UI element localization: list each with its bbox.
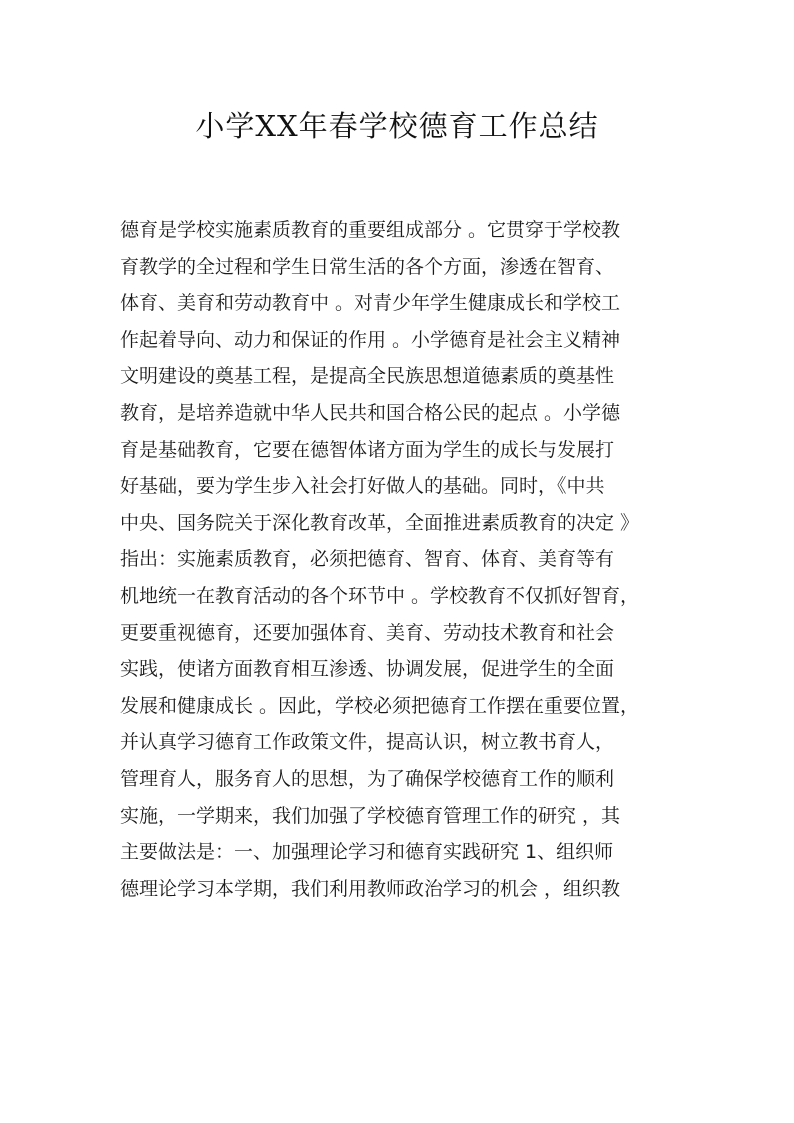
document-title: 小学XX年春学校德育工作总结	[195, 109, 599, 143]
body-line: 好基础，要为学生步入社会打好做人的基础。同时，《中共	[120, 475, 605, 498]
body-line: 德理论学习本学期，我们利用教师政治学习的机会 ，组织教	[120, 877, 621, 900]
body-line: 德育是学校实施素质教育的重要组成部分 。它贯穿于学校教	[120, 219, 621, 241]
body-line: 育教学的全过程和学生日常生活的各个方面，渗透在智育、	[120, 255, 615, 278]
body-line: 作起着导向、动力和保证的作用 。小学德育是社会主义精神	[120, 328, 621, 351]
document-body	[120, 212, 690, 907]
body-line: 教育，是培养造就中华人民共和国合格公民的起点 。小学德	[120, 401, 621, 424]
body-line: 主要做法是：一、加强理论学习和德育实践研究 1、组织师	[120, 841, 614, 864]
body-line: 发展和健康成长 。因此，学校必须把德育工作摆在重要位置，	[120, 694, 640, 717]
body-line: 更要重视德育，还要加强体育、美育、劳动技术教育和社会	[120, 621, 615, 644]
body-line: 机地统一在教育活动的各个环节中 。学校教育不仅抓好智育，	[120, 584, 640, 607]
body-line: 体育、美育和劳动教育中 。对青少年学生健康成长和学校工	[120, 292, 621, 315]
body-line: 管理育人，服务育人的思想，为了确保学校德育工作的顺利	[120, 767, 615, 790]
body-line: 指出：实施素质教育，必须把德育、智育、体育、美育等有	[120, 548, 615, 571]
body-line: 育是基础教育，它要在德智体诸方面为学生的成长与发展打	[120, 438, 615, 461]
body-line: 并认真学习德育工作政策文件，提高认识，树立教书育人，	[120, 731, 615, 754]
body-line: 实践，使诸方面教育相互渗透、协调发展，促进学生的全面	[120, 658, 615, 681]
body-line: 实施，一学期来，我们加强了学校德育管理工作的研究 ，其	[120, 804, 621, 827]
body-line: 中央、国务院关于深化教育改革，全面推进素质教育的决定 》	[120, 511, 640, 534]
body-line: 文明建设的奠基工程，是提高全民族思想道德素质的奠基性	[120, 365, 615, 388]
